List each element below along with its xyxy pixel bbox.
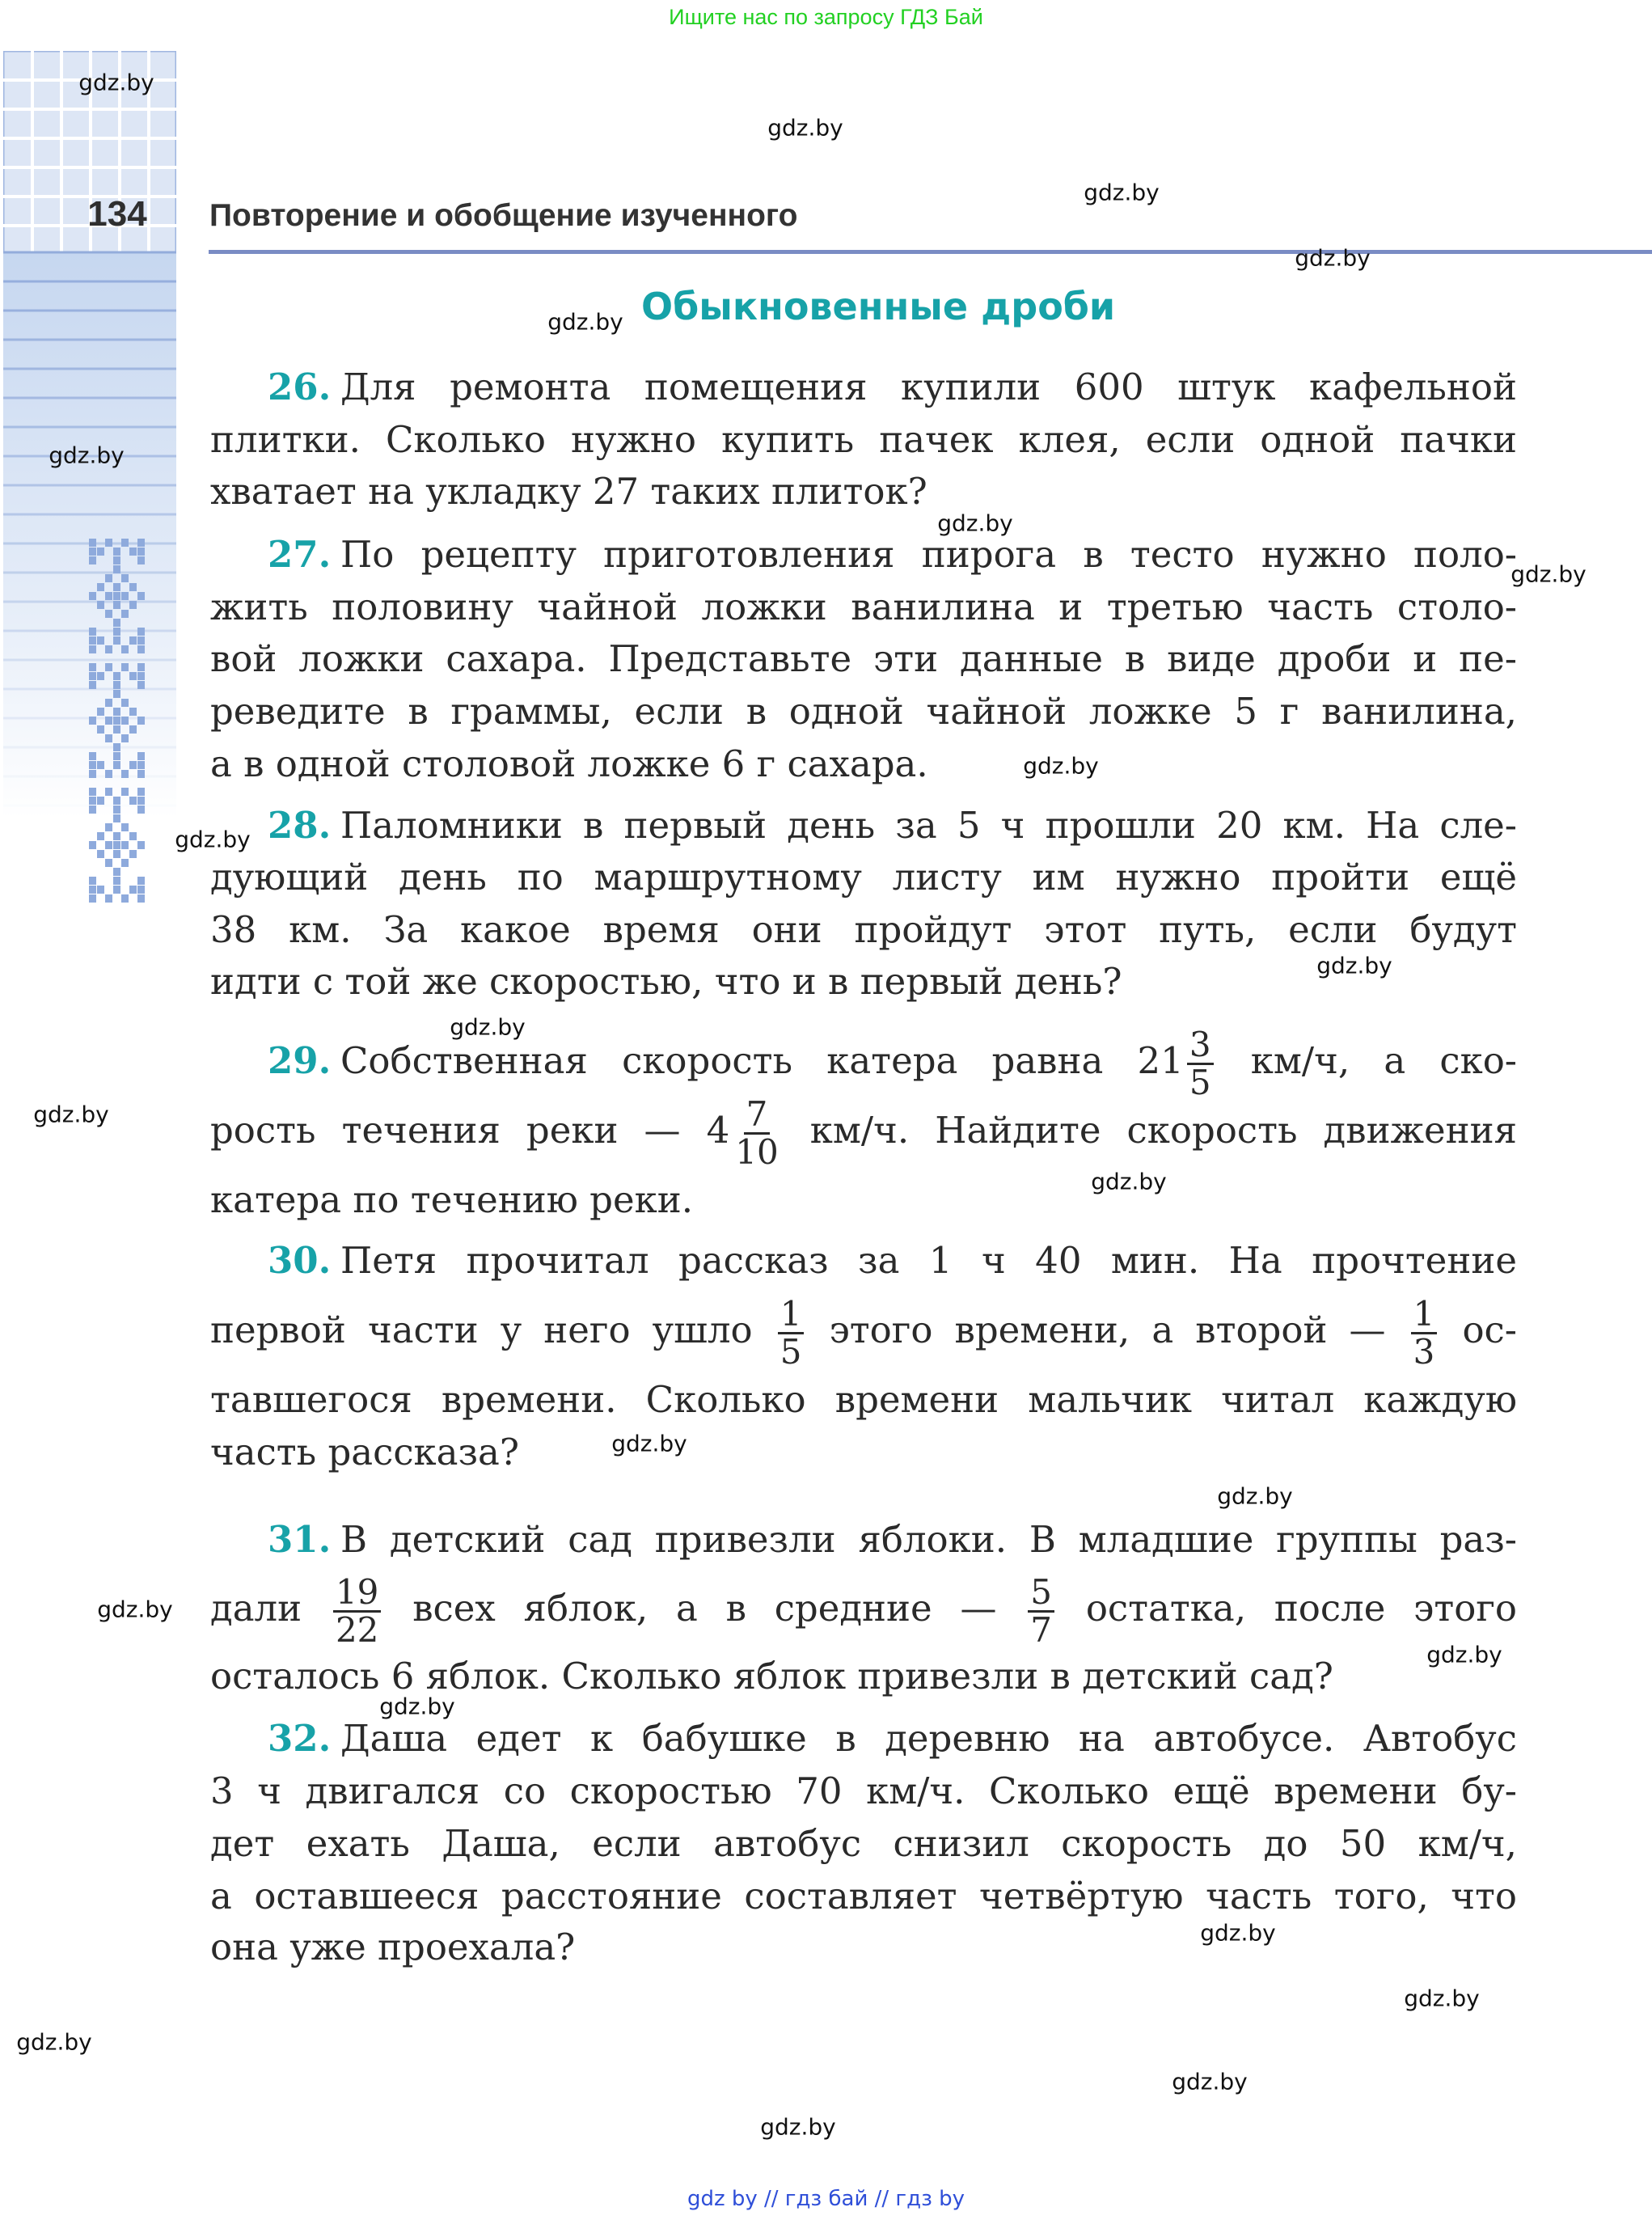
ornament-pixel [121,717,129,725]
problem-text-line: Паломники в первый день за 5 ч прошли 20 км. На сле- [340,804,1517,847]
ornament-pixel [121,663,129,671]
watermark: gdz.by [1091,1168,1167,1195]
ornament-pixel [89,672,96,680]
ornament-pixel [105,610,112,618]
ornament-pixel [113,672,120,680]
ornament-pixel [97,672,104,680]
ornament-pixel [137,761,145,769]
watermark: gdz.by [1316,952,1392,979]
ornament-pixel [105,699,112,707]
denominator: 7 [1030,1610,1053,1650]
problem-text-line: дет ехать Даша, если автобус снизил скорость до 50 км/ч, [210,1822,1517,1865]
problem-number: 32. [268,1717,332,1760]
ornament-pixel [129,548,137,556]
decorative-grid-sidebar [3,51,176,924]
problem-text-line: 38 км. За какое время они пройдут этот путь, если будут [210,908,1517,951]
ornament-pixel [89,770,96,778]
watermark: gdz.by [175,826,251,853]
fraction [1187,1027,1214,1101]
ornament-pixel [97,725,104,734]
problem-text-line: Для ремонта помещения купили 600 штук кафельной [340,366,1517,408]
denominator: 22 [335,1610,379,1650]
fraction [1411,1296,1438,1370]
watermark: gdz.by [450,1013,526,1041]
numerator: 1 [1411,1296,1438,1334]
text-segment: км/ч. Найдите скорость движения [809,1109,1517,1152]
problem-text-line: идти с той же скоростью, что и в первый день? [210,960,1122,1003]
ornament-pixel [113,636,120,645]
ornament-pixel [113,805,120,814]
watermark: gdz.by [1426,1641,1502,1668]
ornament-pixel [113,601,120,609]
ornament-pixel [89,761,96,769]
problem-number: 30. [268,1239,332,1282]
problem-text-line: плитки. Сколько нужно купить пачек клея, если одной пачки [210,418,1517,461]
ornament-pixel [113,814,120,822]
ornament-pixel [97,548,104,556]
ornament-pixel [97,886,104,894]
text-segment: этого времени, а второй — [829,1309,1386,1351]
ornament-pixel [137,672,145,680]
ornament-pixel [89,788,96,796]
ornament-pixel [105,717,112,725]
ornament-pixel [137,548,145,556]
problem-text-line: В детский сад привезли яблоки. В младшие группы раз- [340,1518,1517,1561]
ornament-pixel [97,797,104,805]
ornament-pixel [137,894,145,903]
watermark: gdz.by [78,69,154,96]
problem-number: 29. [268,1039,332,1082]
ornament-pixel [113,690,120,698]
ornament-pixel [105,894,112,903]
watermark: gdz.by [767,114,843,142]
ornament-pixel [129,797,137,805]
ornament-pixel [89,663,96,671]
problem-text-line: осталось 6 яблок. Сколько яблок привезли в детский сад? [210,1655,1333,1698]
problem-text-line [210,1094,1517,1172]
ornament-pixel [121,645,129,653]
ornament-pixel [89,886,96,894]
problem-number: 27. [268,533,332,576]
ornament-pixel [105,823,112,831]
ornament-pixel [89,636,96,645]
ornament-pixel [137,797,145,805]
denominator: 10 [735,1132,779,1172]
problem-number: 31. [268,1518,332,1561]
ornament-pixel [105,645,112,653]
problem-text-line: тавшегося времени. Сколько времени мальчик читал каждую [210,1378,1517,1421]
ornament-pixel [113,592,120,600]
section-title: Обыкновенные дроби [641,285,1116,328]
ornament-pixel [121,734,129,742]
ornament-pixel [89,539,96,547]
search-hint-banner[interactable]: Ищите нас по запросу ГДЗ Бай [669,5,983,29]
footer-links[interactable]: gdz by // гдз бай // гдз by [687,2187,965,2211]
ornament-pixel [89,556,96,564]
ornament-pixel [121,610,129,618]
text-segment: всех яблок, а в средние — [412,1587,997,1630]
problem-text-line [210,1294,1517,1372]
ornament-pixel [97,601,104,609]
denominator: 5 [1189,1063,1211,1102]
ornament-pixel [113,548,120,556]
ornament-pixel [129,636,137,645]
ornament-pixel [121,539,129,547]
ornament-pixel [89,805,96,814]
ornament-pixel [121,699,129,707]
ornament-pixel [89,877,96,885]
numerator: 7 [744,1097,771,1135]
ornament-pixel [113,681,120,689]
ornament-pixel [137,788,145,796]
text-segment: первой части у него ушло [210,1309,753,1351]
ornament-pixel [97,708,104,716]
problem-text-line: она уже проехала? [210,1926,576,1968]
ornament-pixel [137,841,145,849]
ornament-pixel [137,805,145,814]
watermark: gdz.by [1510,560,1587,588]
watermark: gdz.by [1404,1985,1480,2012]
ornament-pixel [89,797,96,805]
header-divider [209,250,1652,254]
ornament-pixel [129,850,137,858]
ornament-pixel [121,823,129,831]
numerator: 1 [778,1296,805,1334]
numerator: 19 [333,1575,381,1613]
ornament-pixel [137,636,145,645]
ornament-pixel [113,761,120,769]
ornament-pixel [89,645,96,653]
problem-text-line: а оставшееся расстояние составляет четвёртую часть того, что [210,1875,1517,1917]
fraction [1028,1572,1054,1650]
ornament-pixel [105,770,112,778]
problem-text-line: хватает на укладку 27 таких плиток? [210,470,927,513]
watermark: gdz.by [1084,179,1160,206]
ornament-pixel [105,734,112,742]
ornament-pixel [105,592,112,600]
watermark: gdz.by [379,1693,455,1720]
problem-text-line: а в одной столовой ложке 6 г сахара. [210,742,928,785]
ornament-pixel [105,841,112,849]
watermark: gdz.by [16,2028,92,2056]
ornament-pixel [121,841,129,849]
fraction [778,1296,805,1370]
watermark: gdz.by [33,1101,109,1128]
ornament-pixel [121,770,129,778]
watermark: gdz.by [1023,752,1099,780]
text-segment: км/ч, а ско- [1250,1039,1518,1082]
ornament-pixel [113,565,120,573]
problem-text-line [210,1572,1517,1650]
ornament-pixel [113,832,120,840]
ornament-pixel [113,752,120,760]
ornament-pixel [97,583,104,591]
fraction [733,1094,780,1172]
ornament-pixel [113,619,120,627]
ornament-pixel [137,539,145,547]
ornament-pixel [89,681,96,689]
watermark: gdz.by [49,442,125,469]
ornament-pixel [121,859,129,867]
problem-text-line: катера по течению реки. [210,1178,694,1221]
ornament-pixel [113,868,120,876]
problem-text-line: часть рассказа? [210,1431,519,1474]
text-segment: дали [210,1587,302,1630]
ornament-pixel [89,548,96,556]
ornament-pixel [137,681,145,689]
ornament-pixel [121,894,129,903]
ornament-pixel [113,717,120,725]
watermark: gdz.by [97,1596,173,1623]
watermark: gdz.by [1200,1919,1276,1947]
ornament-pixel [113,708,120,716]
watermark: gdz.by [547,308,623,336]
ornament-pixel [105,574,112,582]
ornament-pixel [137,645,145,653]
ornament-pixel [129,832,137,840]
ornament-pixel [129,761,137,769]
ornament-pixel [113,725,120,734]
problem-text-line: Даша едет к бабушке в деревню на автобусе. Автобус [340,1717,1517,1760]
ornament-pixel [129,725,137,734]
ornament-pixel [137,877,145,885]
watermark: gdz.by [611,1430,687,1457]
problem-number: 28. [268,804,332,847]
ornament-pixel [89,717,96,725]
problem-number: 26. [268,366,332,408]
ornament-pixel [113,841,120,849]
ornament-pixel [137,886,145,894]
ornament-pixel [113,628,120,636]
ornament-pixel [137,752,145,760]
ornament-pixel [113,583,120,591]
ornament-pixel [113,797,120,805]
ornament-pixel [121,592,129,600]
problem-text-line: реведите в граммы, если в одной чайной ложке 5 г ванилина, [210,690,1517,733]
problem-text-line: жить половину чайной ложки ванилина и третью часть столо- [210,586,1517,628]
watermark: gdz.by [1295,244,1371,272]
ornament-pixel [89,841,96,849]
text-segment: рость течения реки — 4 [210,1109,730,1152]
problem-text-line: вой ложки сахара. Представьте эти данные в виде дроби и пе- [210,637,1517,680]
ornament-pixel [129,601,137,609]
ornament-pixel [113,886,120,894]
ornament-pixel [89,628,96,636]
text-segment: ос- [1462,1309,1517,1351]
ornament-pixel [137,663,145,671]
ornament-pixel [121,574,129,582]
ornament-pixel [121,788,129,796]
text-segment: Собственная скорость катера равна 21 [340,1039,1184,1082]
ornament-pixel [105,788,112,796]
fraction [333,1572,381,1650]
ornament-pixel [137,628,145,636]
ornament-pixel [97,636,104,645]
page-number: 134 [87,194,147,234]
ornament-pixel [89,752,96,760]
denominator: 3 [1413,1332,1435,1372]
ornament-pixel [137,592,145,600]
ornament-pixel [89,592,96,600]
ornament-pixel [105,663,112,671]
numerator: 5 [1028,1575,1054,1613]
ornament-pixel [105,539,112,547]
watermark: gdz.by [937,509,1013,537]
watermark: gdz.by [1172,2068,1248,2095]
chapter-header: Повторение и обобщение изученного [209,198,798,233]
problem-text-line: По рецепту приготовления пирога в тесто нужно поло- [340,533,1517,576]
ornament-pixel [129,886,137,894]
watermark: gdz.by [760,2113,836,2141]
numerator: 3 [1187,1027,1214,1065]
ornament-pixel [105,859,112,867]
ornament-pixel [97,832,104,840]
denominator: 5 [780,1332,802,1372]
ornament-pixel [113,850,120,858]
ornament-pixel [137,556,145,564]
problem-text-line: дующий день по маршрутному листу им нужно пройти ещё [210,856,1517,898]
watermark: gdz.by [1217,1482,1293,1510]
ornament-pixel [113,743,120,751]
ornament-pixel [97,850,104,858]
problem-text-line: 3 ч двигался со скоростью 70 км/ч. Сколько ещё времени бу- [210,1769,1517,1812]
text-segment: остатка, после этого [1085,1587,1517,1630]
ornament-pixel [113,556,120,564]
ornament-pixel [129,708,137,716]
ornament-pixel [97,761,104,769]
ornament-pixel [89,894,96,903]
ornament-pixel [129,672,137,680]
ornament-pixel [129,583,137,591]
problem-text-line: Петя прочитал рассказ за 1 ч 40 мин. На прочтение [340,1239,1517,1282]
ornament-pixel [137,717,145,725]
ornament-pixel [113,877,120,885]
ornament-pixel [137,770,145,778]
